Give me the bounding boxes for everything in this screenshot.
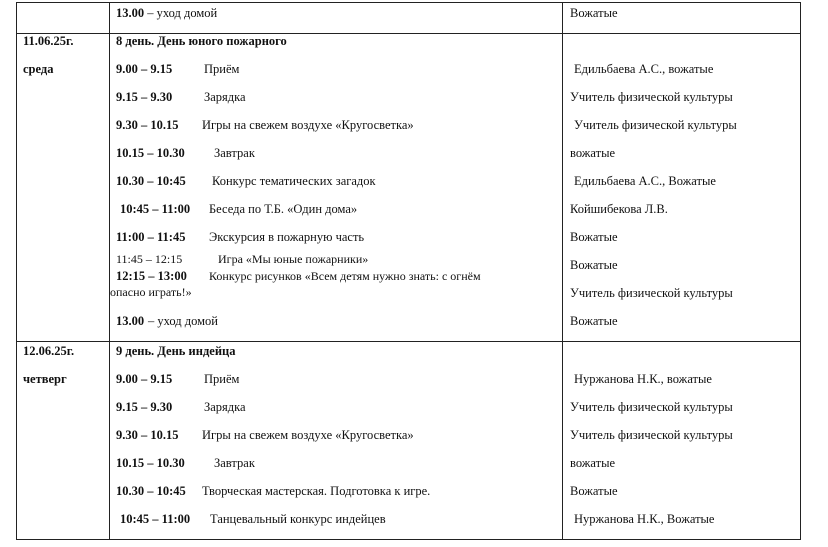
time-range: 10.30 – 10:45 [116,484,186,498]
time-range: 9.00 – 9.15 [116,372,173,386]
day-weekday: среда [23,62,54,76]
responsible: Вожатые [570,484,618,498]
time-range: 9.15 – 9.30 [116,400,173,414]
activity: Танцевальный конкурс индейцев [210,512,386,526]
time-range: 10.30 – 10:45 [116,174,186,188]
responsible: Учитель физической культуры [570,90,733,104]
responsible: Вожатые [570,258,618,272]
activity: Приём [204,372,240,386]
activity: Игра «Мы юные пожарники» [218,252,369,266]
responsible: Учитель физической культуры [574,118,737,132]
responsible: Нуржанова Н.К., вожатые [574,372,712,386]
time-range: 9.30 – 10.15 [116,428,179,442]
time-range: 13.00 [116,6,145,20]
activity: Игры на свежем воздухе «Кругосветка» [202,118,414,132]
table-border-top [16,2,800,3]
responsible: вожатые [570,146,616,160]
activity: – уход домой [144,6,218,20]
responsible: Учитель физической культуры [570,286,733,300]
time-range: 9.15 – 9.30 [116,90,173,104]
responsible: Койшибекова Л.В. [570,202,668,216]
table-border-left [16,2,17,540]
day-title: 8 день. День юного пожарного [116,34,287,48]
activity: Экскурсия в пожарную часть [209,230,365,244]
responsible: Учитель физической культуры [570,428,733,442]
time-range: 10.15 – 10.30 [116,146,185,160]
responsible: Вожатые [570,314,618,328]
time-range: 12:15 – 13:00 [116,269,187,283]
activity: Завтрак [214,456,255,470]
time-range: 10:45 – 11:00 [120,512,191,526]
activity: Беседа по Т.Б. «Один дома» [209,202,358,216]
time-range: 11:45 – 12:15 [116,252,183,266]
responsible: Едильбаева А.С., вожатые [574,62,714,76]
activity: Конкурс тематических загадок [212,174,376,188]
day-title: 9 день. День индейца [116,344,236,358]
activity: Конкурс рисунков «Всем детям нужно знать: с огнём [209,269,481,283]
responsible: Нуржанова Н.К., Вожатые [574,512,715,526]
day-weekday: четверг [23,372,67,386]
activity-continuation: опасно играть!» [110,285,192,299]
responsible: Едильбаева А.С., Вожатые [574,174,716,188]
activity: Игры на свежем воздухе «Кругосветка» [202,428,414,442]
time-range: 10:45 – 11:00 [120,202,191,216]
activity: Завтрак [214,146,255,160]
responsible: Вожатые [570,6,618,20]
activity: Приём [204,62,240,76]
responsible: вожатые [570,456,616,470]
row-divider-day9 [16,341,800,342]
activity: – уход домой [148,314,218,328]
activity: Зарядка [204,400,246,414]
table-row [116,6,217,21]
activity: Зарядка [204,90,246,104]
time-range: 10.15 – 10.30 [116,456,185,470]
table-border-right [800,2,801,540]
activity: Творческая мастерская. Подготовка к игре. [202,484,431,498]
time-range: 9.30 – 10.15 [116,118,179,132]
column-divider-date [109,2,110,540]
responsible: Учитель физической культуры [570,400,733,414]
column-divider-responsible [562,2,563,540]
time-range: 11:00 – 11:45 [116,230,186,244]
time-range: 9.00 – 9.15 [116,62,173,76]
time-range: 13.00 [116,314,145,328]
day-date: 11.06.25г. [23,34,74,48]
table-border-bottom [16,539,800,540]
responsible: Вожатые [570,230,618,244]
day-date: 12.06.25г. [23,344,75,358]
